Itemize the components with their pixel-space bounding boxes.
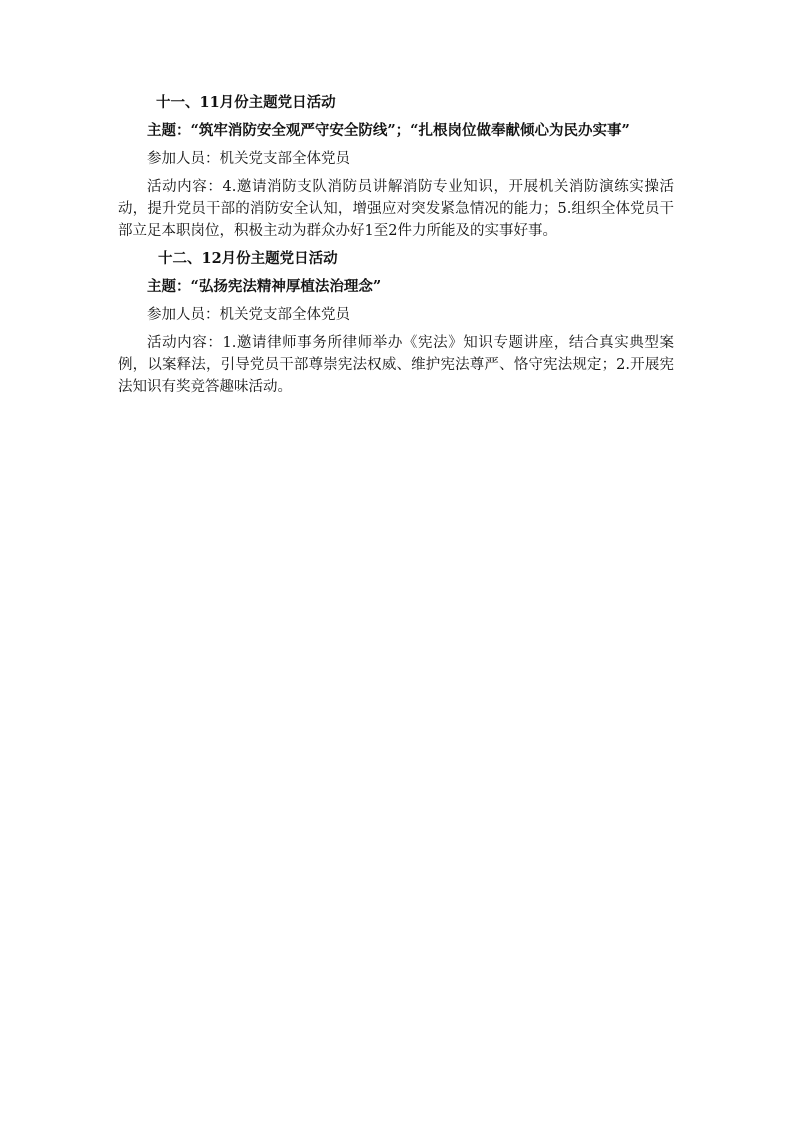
section-content-december: 活动内容：1.邀请律师事务所律师举办《宪法》知识专题讲座，结合真实典型案例，以案释法，引导党员干部尊崇宪法权威、维护宪法尊严、恪守宪法规定；2.开展宪法知识有奖竞答趣味活动。 — [118, 335, 674, 395]
section-participants-november: 参加人员：机关党支部全体党员 — [147, 151, 350, 167]
section-participants-december: 参加人员：机关党支部全体党员 — [147, 307, 350, 323]
section-content-november: 活动内容：4.邀请消防支队消防员讲解消防专业知识，开展机关消防演练实操活动，提升党员干部的消防安全认知，增强应对突发紧急情况的能力；5.组织全体党员干部立足本职岗位，积极主动为群众办好1至2件力所能及的实事好事。 — [118, 179, 674, 239]
document-body — [118, 92, 674, 404]
theme-text: “弘扬宪法精神厚植法治理念” — [190, 278, 382, 295]
theme-label: 主题： — [147, 278, 191, 295]
theme-label: 主题： — [147, 122, 191, 139]
section-theme-november — [118, 120, 674, 142]
section-heading-november: 十一、11月份主题党日活动 — [156, 94, 336, 111]
section-heading-december: 十二、12月份主题党日活动 — [158, 250, 338, 267]
theme-text: “筑牢消防安全观严守安全防线”；“扎根岗位做奉献倾心为民办实事” — [190, 122, 630, 139]
section-theme-december — [118, 276, 674, 298]
